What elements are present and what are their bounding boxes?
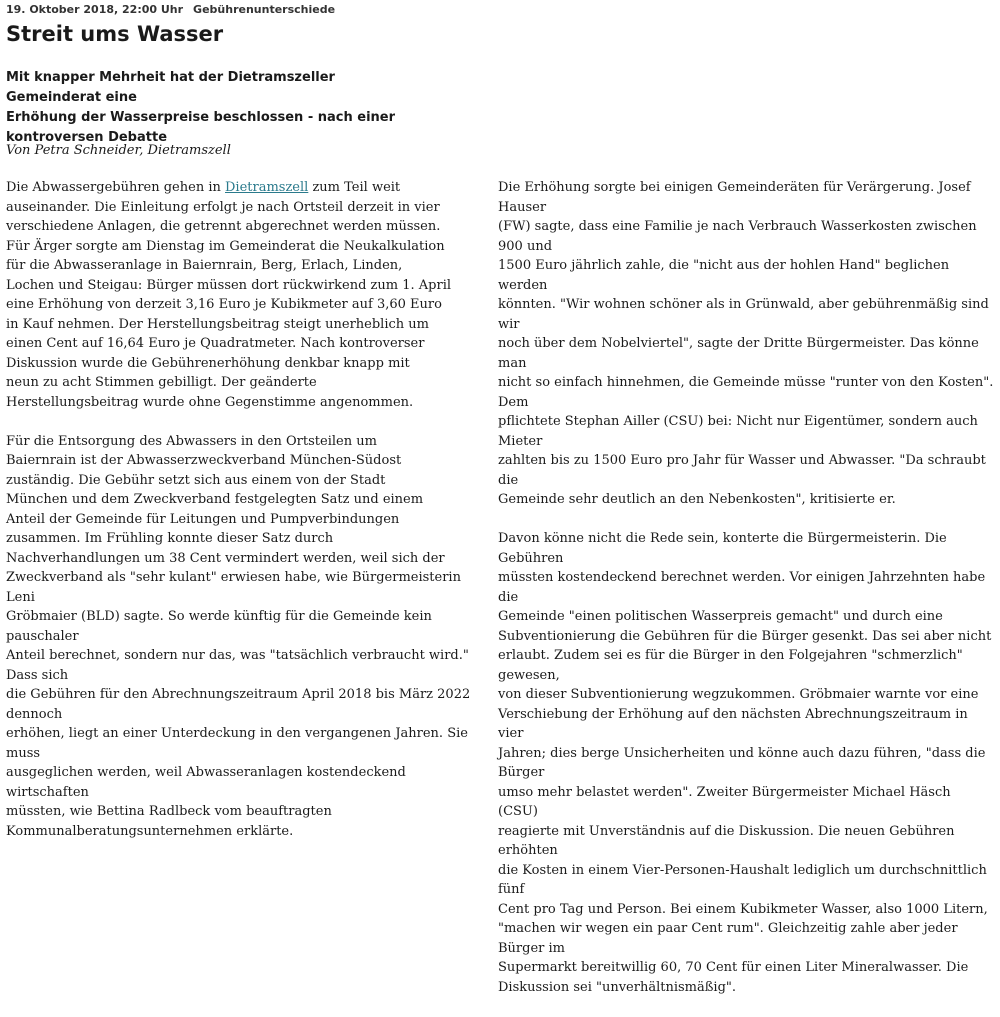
paragraph-line: Kommunalberatungsunternehmen erklärte. xyxy=(6,823,294,839)
paragraph-line: Subventionierung die Gebühren für die Bürger gesenkt. Das sei aber nicht xyxy=(498,628,992,644)
paragraph xyxy=(6,178,488,412)
paragraph-line: auseinander. Die Einleitung erfolgt je nach Ortsteil derzeit in vier xyxy=(6,199,440,215)
paragraph-line: München und dem Zweckverband festgelegten Satz und einem xyxy=(6,492,424,507)
paragraph xyxy=(498,178,994,510)
paragraph-line: müssten kostendeckend berechnet werden. Vor einigen Jahrzehnten habe die xyxy=(498,570,986,605)
paragraph-line: die Kosten in einem Vier-Personen-Haushalt lediglich um durchschnittlich fünf xyxy=(498,862,987,897)
paragraph-line: eine Erhöhung von derzeit 3,16 Euro je Kubikmeter auf 3,60 Euro xyxy=(6,297,442,312)
paragraph-line: Für Ärger sorgte am Dienstag im Gemeinderat die Neukalkulation xyxy=(6,238,445,254)
paragraph-line: müssten, wie Bettina Radlbeck vom beauftragten xyxy=(6,804,332,819)
paragraph-line: pflichtete Stephan Ailler (CSU) bei: Nicht nur Eigentümer, sondern auch Mieter xyxy=(498,414,978,449)
lead-line: kontroversen Debatte xyxy=(6,130,168,145)
paragraph-line: zahlten bis zu 1500 Euro pro Jahr für Wasser und Abwasser. "Da schraubt die xyxy=(498,453,986,488)
paragraph-line: reagierte mit Unverständnis auf die Diskussion. Die neuen Gebühren erhöhten xyxy=(498,823,955,858)
paragraph-line: neun zu acht Stimmen gebilligt. Der geänderte xyxy=(6,375,317,390)
paragraph-line: (FW) sagte, dass eine Familie je nach Verbrauch Wasserkosten zwischen 900 und xyxy=(498,219,977,254)
paragraph-line: Supermarkt bereitwillig 60, 70 Cent für einen Liter Mineralwasser. Die xyxy=(498,960,969,975)
paragraph-line: Diskussion sei "unverhältnismäßig". xyxy=(498,979,737,995)
paragraph-line: Cent pro Tag und Person. Bei einem Kubikmeter Wasser, also 1000 Litern, xyxy=(498,901,988,917)
paragraph-line: in Kauf nehmen. Der Herstellungsbeitrag steigt unerheblich um xyxy=(6,316,429,332)
paragraph-line: könnten. "Wir wohnen schöner als in Grünwald, aber gebührenmäßig sind wir xyxy=(498,297,989,332)
paragraph-line: von dieser Subventionierung wegzukommen. Gröbmaier warnte vor eine xyxy=(498,687,979,702)
paragraph-line: Anteil der Gemeinde für Leitungen und Pumpverbindungen xyxy=(6,511,400,527)
paragraph-line: Gröbmaier (BLD) sagte. So werde künftig für die Gemeinde kein pauschaler xyxy=(6,609,432,644)
paragraph-line: zuständig. Die Gebühr setzt sich aus einem von der Stadt xyxy=(6,472,386,488)
paragraph-line: "machen wir wegen ein paar Cent rum". Gleichzeitig zahle aber jeder Bürger im xyxy=(498,921,958,956)
paragraph-line: Die Erhöhung sorgte bei einigen Gemeinderäten für Verärgerung. Josef Hauser xyxy=(498,180,971,215)
paragraph-line: zusammen. Im Frühling konnte dieser Satz durch xyxy=(6,531,334,546)
article-column-left xyxy=(6,178,488,861)
paragraph-line: Diskussion wurde die Gebührenerhöhung denkbar knapp mit xyxy=(6,355,410,371)
paragraph-line: zum Teil weit xyxy=(308,180,401,195)
paragraph-text: Die Abwassergebühren gehen in xyxy=(6,180,225,195)
paragraph-line: Herstellungsbeitrag wurde ohne Gegenstimme angenommen. xyxy=(6,394,414,410)
paragraph-line: Baiernrain ist der Abwasserzweckverband München-Südost xyxy=(6,453,402,468)
article-lead xyxy=(6,68,416,148)
paragraph-line: erhöhen, liegt an einer Unterdeckung in den vergangenen Jahren. Sie muss xyxy=(6,726,468,761)
article-title: Streit ums Wasser xyxy=(6,22,224,46)
dietramszell-link[interactable]: Dietramszell xyxy=(225,180,309,195)
paragraph-line: Anteil berechnet, sondern nur das, was "tatsächlich verbraucht wird." Dass sich xyxy=(6,648,469,683)
paragraph-line: Gemeinde sehr deutlich an den Nebenkosten", kritisierte er. xyxy=(498,492,896,507)
lead-line: Mit knapper Mehrheit hat der Dietramszeller Gemeinderat eine xyxy=(6,70,335,105)
paragraph-line: Jahren; dies berge Unsicherheiten und könne auch dazu führen, "dass die Bürger xyxy=(498,745,986,780)
article-topic: Gebührenunterschiede xyxy=(193,3,336,16)
article-column-right xyxy=(498,178,994,1017)
paragraph xyxy=(6,432,488,842)
article-author: Von Petra Schneider, Dietramszell xyxy=(6,143,231,158)
paragraph-line: umso mehr belastet werden". Zweiter Bürgermeister Michael Häsch (CSU) xyxy=(498,784,951,819)
paragraph-line: Zweckverband als "sehr kulant" erwiesen habe, wie Bürgermeisterin Leni xyxy=(6,570,461,605)
paragraph-line: Lochen und Steigau: Bürger müssen dort rückwirkend zum 1. April xyxy=(6,277,452,293)
paragraph-line: nicht so einfach hinnehmen, die Gemeinde müsse "runter von den Kosten". Dem xyxy=(498,375,994,410)
article-date: 19. Oktober 2018, 22:00 Uhr xyxy=(6,3,184,16)
paragraph-line: für die Abwasseranlage in Baiernrain, Berg, Erlach, Linden, xyxy=(6,258,403,273)
paragraph-line: Nachverhandlungen um 38 Cent vermindert werden, weil sich der xyxy=(6,550,445,566)
paragraph-line: ausgeglichen werden, weil Abwasseranlagen kostendeckend wirtschaften xyxy=(6,765,406,800)
paragraph-line: 1500 Euro jährlich zahle, die "nicht aus der hohlen Hand" beglichen werden xyxy=(498,258,950,293)
article-meta xyxy=(6,3,335,16)
paragraph-line: Gemeinde "einen politischen Wasserpreis gemacht" und durch eine xyxy=(498,609,943,624)
lead-line: Erhöhung der Wasserpreise beschlossen - nach einer xyxy=(6,110,396,125)
paragraph-line: noch über dem Nobelviertel", sagte der Dritte Bürgermeister. Das könne man xyxy=(498,336,979,371)
paragraph xyxy=(498,529,994,997)
paragraph-line: Für die Entsorgung des Abwassers in den Ortsteilen um xyxy=(6,433,377,449)
paragraph-line: verschiedene Anlagen, die getrennt abgerechnet werden müssen. xyxy=(6,219,441,234)
paragraph-line: Davon könne nicht die Rede sein, konterte die Bürgermeisterin. Die Gebühren xyxy=(498,531,947,566)
paragraph-line: einen Cent auf 16,64 Euro je Quadratmeter. Nach kontroverser xyxy=(6,336,425,351)
paragraph-line: die Gebühren für den Abrechnungszeitraum April 2018 bis März 2022 dennoch xyxy=(6,687,471,722)
paragraph-line: Verschiebung der Erhöhung auf den nächsten Abrechnungszeitraum in vier xyxy=(498,706,968,741)
paragraph-line: erlaubt. Zudem sei es für die Bürger in den Folgejahren "schmerzlich" gewesen, xyxy=(498,648,963,683)
